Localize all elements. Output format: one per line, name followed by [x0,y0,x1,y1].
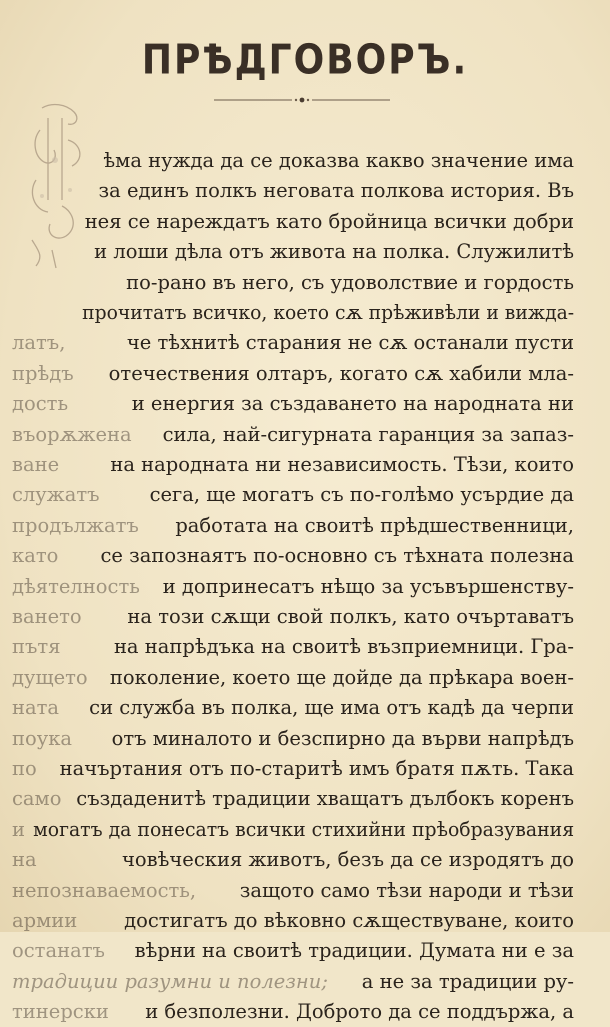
text-line-body: и безполезни. Доброто да се поддържа, а [145,1000,574,1024]
text-line-start: пътя [12,635,61,659]
text-line-body: и енергия за създаването на народната ни [131,392,574,416]
text-line [0,207,610,237]
text-line-body: достигатъ до вѣковно сѫществуване, които [124,909,574,932]
text-line-body: могатъ да понесатъ всички стихийни прѣобразувания [33,817,574,841]
text-line-start: традиции разумни и полезни; [12,969,328,993]
text-line-body: вѣрни на своитѣ традиции. Думата ни е за [134,939,574,963]
text-line-body: защото само тѣзи народи и тѣзи [239,878,574,902]
text-line [0,572,610,602]
text-line [0,328,610,358]
text-line [0,268,610,298]
text-line [0,480,610,510]
text-line [0,389,610,419]
text-line [0,997,610,1027]
text-line-start: непознаваемость, [12,878,197,902]
ornamental-divider [214,96,390,104]
text-line [0,845,610,875]
text-line-start: служатъ [12,483,100,507]
text-line-body: и лоши дѣла отъ живота на полка. Служилитѣ [94,240,574,264]
text-line-start: останатъ [12,939,105,963]
text-line-start: прѣдъ [12,361,74,385]
text-line-start: продължатъ [12,513,139,537]
text-line-body: се запознаятъ по-основно съ тѣхната полезна [100,544,574,568]
text-line-body: за единъ полкъ неговата полкова история. Въ [98,179,574,203]
text-line-start: латъ, [12,331,66,355]
text-line [0,237,610,267]
text-line [0,541,610,571]
text-line [0,450,610,480]
text-line-body: начъртания отъ по-старитѣ имъ братя пѫть. Така [59,757,574,780]
text-line-body: сила, най-сигурната гаранция за запаз- [162,422,574,446]
text-line [0,176,610,206]
text-line-body: сега, ще могатъ съ по-голѣмо усърдие да [149,483,574,507]
text-line-body: на напрѣдъка на своитѣ възприемници. Гра- [113,635,574,659]
text-line [0,602,610,632]
text-line [0,420,610,450]
text-line-start: дѣятелность [12,574,140,598]
text-line-start: ване [12,453,60,476]
text-line-body: отечествения олтаръ, когато сѫ хабили мла- [108,361,574,385]
text-line-start: и [12,817,25,841]
text-line [0,663,610,693]
text-line-start: тинерски [12,1000,109,1024]
text-line-body: прочитатъ всичко, което сѫ прѣживѣли и вижда- [82,301,574,324]
text-line [0,693,610,723]
text-line [0,298,610,328]
text-line [0,936,610,966]
page-title: ПРѢДГОВОРЪ. [141,36,469,85]
text-line-body: че тѣхнитѣ старания не сѫ останали пусти [126,331,574,355]
text-line-body: си служба въ полка, ще има отъ кадѣ да черпи [89,696,574,720]
text-line [0,815,610,845]
text-line-body: поколение, което ще дойде да прѣкара воен- [109,665,574,689]
text-line-body: и допринесатъ нѣщо за усъвършенству- [162,574,574,598]
text-line-body: по-рано въ него, съ удоволствие и гордость [126,270,574,294]
text-line-body: отъ миналото и безспирно да върви напрѣдъ [111,726,574,750]
text-line-body: на народната ни независимость. Тѣзи, които [110,453,574,476]
text-line [0,784,610,814]
text-line [0,754,610,784]
text-line-start: само [12,787,62,811]
text-line-start: на [12,848,37,872]
text-line-start: по [12,757,37,780]
text-line-body: на този сѫщи свой полкъ, като очъртаватъ [127,605,574,628]
text-line [0,632,610,662]
text-line-body: създаденитѣ традиции хващатъ дълбокъ коренъ [76,787,574,811]
text-line-start: като [12,544,59,568]
text-line [0,876,610,906]
text-line-start: ването [12,605,82,628]
text-line-start: ната [12,696,60,720]
text-line-body: ѣма нужда да се доказва какво значение има [103,149,574,172]
text-line [0,359,610,389]
text-line-body: нея се нареждатъ като бройница всички добри [84,209,574,233]
text-line-body: а не за традиции ру- [361,969,574,993]
text-line-body: работата на своитѣ прѣдшественници, [175,513,574,537]
text-line-body: човѣческия животъ, безъ да се изродятъ до [122,848,574,872]
text-line [0,511,610,541]
text-line-start: армии [12,909,78,932]
text-line-start: поука [12,726,73,750]
text-line [0,967,610,997]
text-line-start: дущето [12,665,88,689]
text-line-start: дость [12,392,69,416]
text-line [0,146,610,176]
text-line [0,724,610,754]
text-line-start: въорѫжена [12,422,132,446]
